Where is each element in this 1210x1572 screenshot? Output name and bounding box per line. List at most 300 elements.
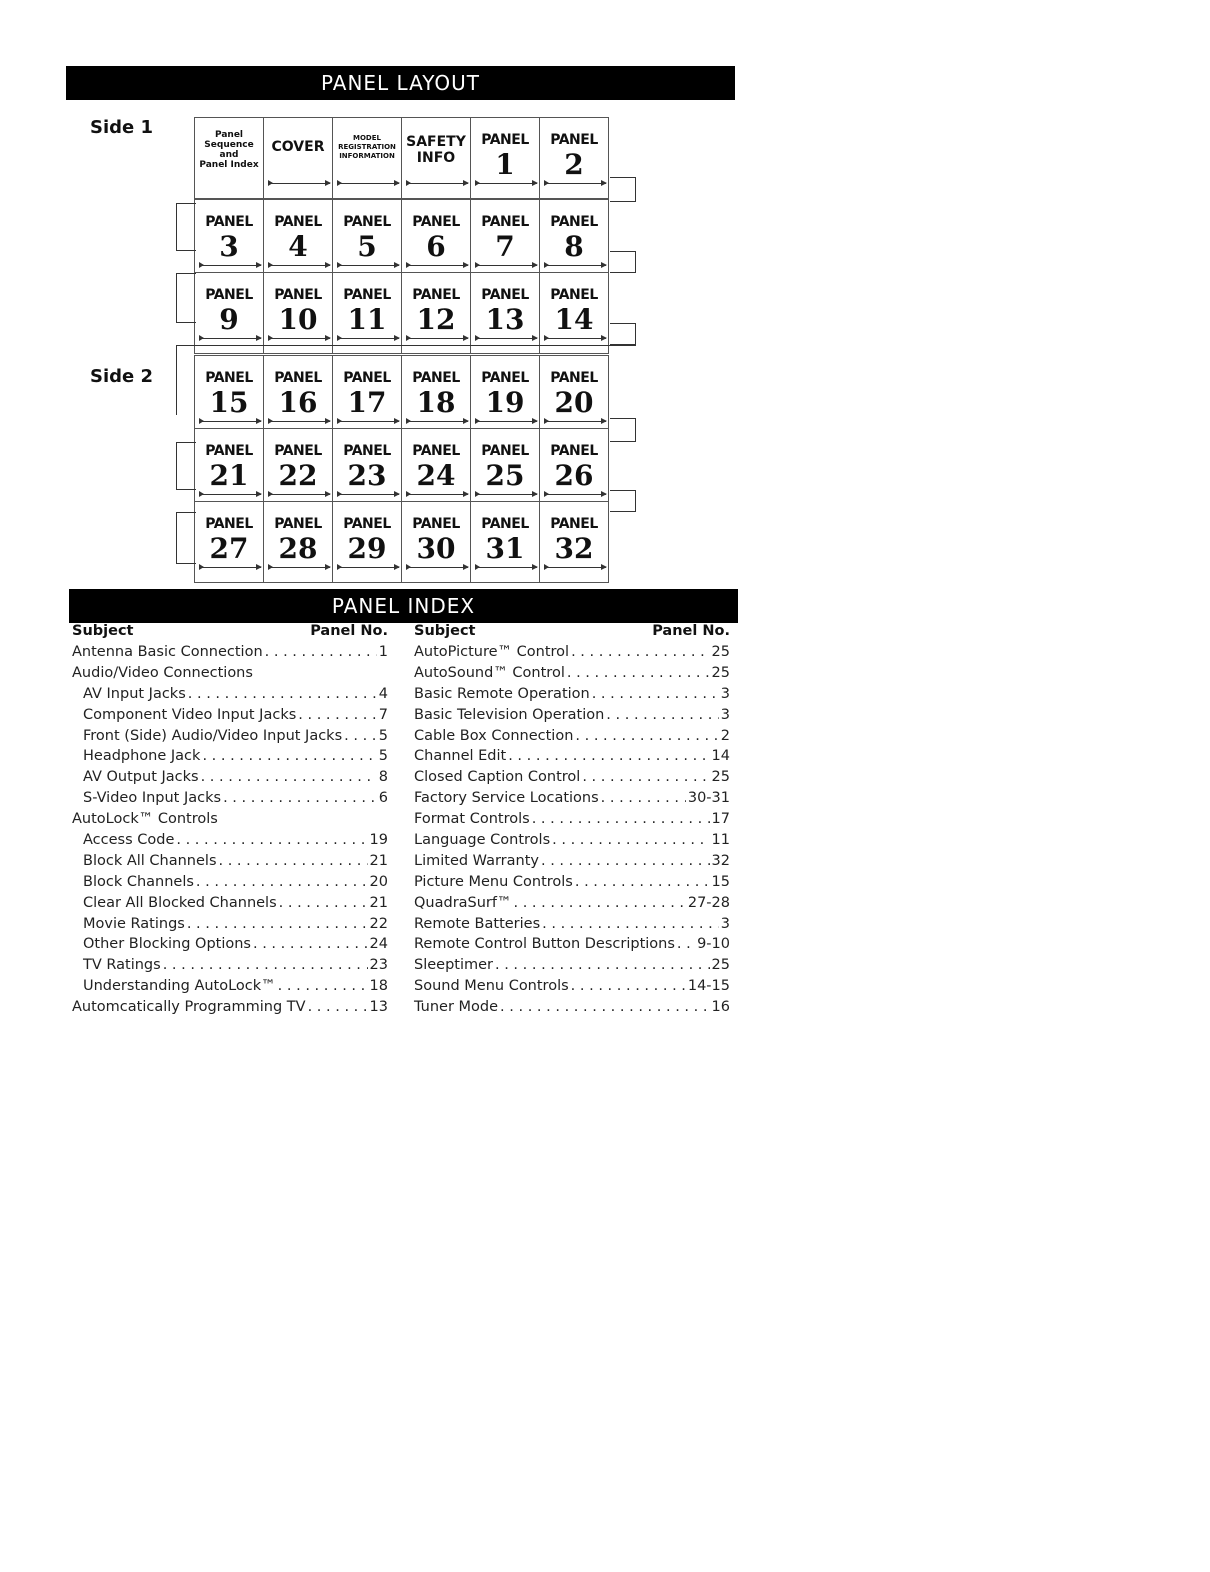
index-subject: AutoPicture™ Control (414, 644, 570, 660)
index-subject: Access Code (83, 832, 175, 849)
index-panel-number: 11 (711, 832, 730, 849)
panel-word: PANEL (205, 443, 253, 459)
dot-leader (278, 976, 368, 997)
dot-leader (298, 705, 376, 726)
flow-arrow-icon (201, 567, 261, 568)
index-panel-number: 25 (711, 644, 730, 660)
panel-cell (332, 501, 402, 583)
panel-cell (539, 501, 609, 583)
index-panel-number: 13 (369, 999, 388, 1016)
panel-cell (470, 428, 540, 510)
flow-arrow-icon (546, 265, 606, 266)
index-column-right (414, 621, 730, 1018)
index-subject: Understanding AutoLock™ (83, 978, 276, 995)
panel-number: 19 (485, 386, 525, 419)
flow-arrow-icon (339, 338, 399, 339)
dot-leader (567, 663, 710, 684)
index-panel-number: 3 (720, 685, 730, 702)
index-panel-number: 8 (378, 769, 388, 786)
index-subject: Basic Remote Operation (414, 685, 590, 702)
sequence-line: Panel Index (199, 160, 259, 170)
panel-number: 18 (416, 386, 456, 419)
flow-arrow-icon (546, 338, 606, 339)
grid-row-front (194, 117, 616, 199)
panel-cell (539, 199, 609, 281)
index-subject: Factory Service Locations (414, 790, 599, 807)
safety-info-cell (401, 117, 471, 199)
connector-line (176, 512, 196, 564)
panel-word: PANEL (550, 287, 598, 303)
index-entry (72, 955, 388, 976)
panel-cell (401, 272, 471, 354)
panel-word: PANEL (412, 443, 460, 459)
panel-number: 29 (347, 532, 387, 565)
index-panel-number: 19 (369, 832, 388, 849)
dot-leader (571, 642, 709, 663)
dot-leader (187, 914, 368, 935)
panel-cell (332, 272, 402, 354)
panel-cell (470, 501, 540, 583)
dot-leader (344, 726, 377, 747)
panel-word: PANEL (550, 132, 598, 148)
index-entry (414, 746, 730, 767)
panel-cell (332, 428, 402, 510)
dot-leader (163, 955, 368, 976)
index-entry (414, 705, 730, 726)
flow-arrow-icon (339, 183, 399, 184)
panel-number: 6 (426, 230, 446, 263)
connector-line (176, 273, 196, 323)
flow-arrow-icon (408, 421, 468, 422)
safety-line: INFO (416, 150, 456, 166)
index-panel-number: 25 (711, 664, 730, 681)
flow-arrow-icon (270, 183, 330, 184)
dot-leader (552, 830, 709, 851)
panel-word: PANEL (481, 132, 529, 148)
flow-arrow-icon (201, 494, 261, 495)
index-header (414, 621, 730, 642)
index-panel-number: 25 (711, 957, 730, 974)
grid-row (194, 199, 616, 281)
panel-number: 8 (564, 230, 584, 263)
index-subject: Language Controls (414, 832, 551, 849)
flow-arrow-icon (339, 421, 399, 422)
panel-word: PANEL (274, 443, 322, 459)
flow-arrow-icon (201, 421, 261, 422)
panel-number: 12 (416, 303, 456, 336)
index-entry (414, 788, 730, 809)
panel-cell (194, 501, 264, 583)
panel-word: PANEL (205, 214, 253, 230)
index-entry (72, 997, 388, 1018)
index-entry (72, 893, 388, 914)
index-panel-number: 30-31 (687, 790, 730, 807)
index-entry (414, 914, 730, 935)
index-entry (72, 726, 388, 747)
index-subject: Block Channels (83, 873, 194, 890)
side-2-label: Side 2 (90, 366, 154, 387)
dot-leader (202, 746, 376, 767)
panel-word: PANEL (412, 287, 460, 303)
flow-arrow-icon (408, 183, 468, 184)
panel-word: PANEL (550, 443, 598, 459)
panel-number: 3 (219, 230, 239, 263)
panel-number: 14 (554, 303, 594, 336)
index-subject: Headphone Jack (83, 748, 201, 765)
sequence-line: Sequence (204, 140, 254, 150)
index-entry (72, 788, 388, 809)
dot-leader (582, 767, 709, 788)
header-panel-no: Panel No. (652, 623, 730, 639)
index-entry (72, 663, 388, 684)
panel-cell (401, 501, 471, 583)
index-subject: Sleeptimer (414, 957, 493, 974)
index-subject: AutoLock™ Controls (72, 811, 218, 828)
panel-number: 24 (416, 459, 456, 492)
flow-arrow-icon (339, 567, 399, 568)
header-panel-no: Panel No. (310, 623, 388, 639)
model-line: MODEL (353, 134, 381, 142)
flow-arrow-icon (339, 265, 399, 266)
index-subject: Antenna Basic Connection (72, 644, 263, 660)
panel-number: 17 (347, 386, 387, 419)
index-subject: AutoSound™ Control (414, 664, 565, 681)
index-entry (414, 934, 730, 955)
index-subject: TV Ratings (83, 957, 161, 974)
dot-leader (508, 746, 709, 767)
index-subject: Channel Edit (414, 748, 507, 765)
dot-leader (265, 642, 377, 663)
panel-cell (263, 199, 333, 281)
panel-number: 4 (288, 230, 308, 263)
panel-word: PANEL (343, 214, 391, 230)
dot-leader (575, 726, 718, 747)
panel-number: 26 (554, 459, 594, 492)
panel-word: PANEL (412, 516, 460, 532)
side-1-label: Side 1 (90, 117, 154, 138)
flow-arrow-icon (546, 183, 606, 184)
panel-number: 10 (278, 303, 318, 336)
flow-arrow-icon (270, 494, 330, 495)
connector-line (176, 442, 196, 490)
index-subject: Remote Control Button Descriptions (414, 936, 675, 953)
dot-leader (575, 872, 710, 893)
flow-arrow-icon (408, 494, 468, 495)
panel-number: 9 (219, 303, 239, 336)
dot-leader (542, 914, 719, 935)
index-panel-number: 3 (720, 706, 730, 723)
index-panel-number: 27-28 (687, 894, 730, 911)
dot-leader (223, 788, 377, 809)
index-subject: Block All Channels (83, 852, 217, 869)
panel-cell (401, 428, 471, 510)
flow-arrow-icon (477, 567, 537, 568)
dot-leader (201, 767, 377, 788)
panel-word: PANEL (481, 370, 529, 386)
panel-number: 13 (485, 303, 525, 336)
index-panel-number: 5 (378, 727, 388, 744)
panel-cell (194, 272, 264, 354)
flow-arrow-icon (546, 494, 606, 495)
grid-row (194, 428, 616, 510)
panel-word: PANEL (343, 516, 391, 532)
index-subject: Cable Box Connection (414, 727, 574, 744)
panel-word: PANEL (481, 516, 529, 532)
panel-cell (470, 199, 540, 281)
sequence-line: and (219, 150, 239, 160)
index-panel-number: 21 (369, 852, 388, 869)
dot-leader (606, 705, 718, 726)
panel-sequence-cell (194, 117, 264, 199)
flow-arrow-icon (477, 183, 537, 184)
dot-leader (592, 684, 719, 705)
index-entry (414, 893, 730, 914)
panel-word: PANEL (343, 370, 391, 386)
index-panel-number: 1 (378, 644, 388, 660)
panel-cell (263, 272, 333, 354)
index-subject: Component Video Input Jacks (83, 706, 297, 723)
panel-number: 7 (495, 230, 515, 263)
panel-word: PANEL (205, 287, 253, 303)
panel-index-banner: PANEL INDEX (69, 589, 738, 623)
index-column-left (72, 621, 388, 1018)
flow-arrow-icon (477, 338, 537, 339)
flow-arrow-icon (270, 567, 330, 568)
flow-arrow-icon (270, 421, 330, 422)
panel-word: PANEL (481, 214, 529, 230)
flow-arrow-icon (546, 421, 606, 422)
flow-arrow-icon (477, 265, 537, 266)
panel-cell (539, 117, 609, 199)
panel-cell (470, 272, 540, 354)
index-panel-number: 15 (711, 873, 730, 890)
index-panel-number: 21 (369, 894, 388, 911)
index-subject: Picture Menu Controls (414, 873, 573, 890)
panel-number: 1 (495, 148, 515, 181)
panel-word: PANEL (550, 214, 598, 230)
flow-arrow-icon (477, 494, 537, 495)
panel-cell (194, 428, 264, 510)
index-panel-number: 7 (378, 706, 388, 723)
panel-word: PANEL (550, 370, 598, 386)
panel-word: PANEL (550, 516, 598, 532)
index-subject: Tuner Mode (414, 999, 499, 1016)
panel-word: PANEL (481, 443, 529, 459)
dot-leader (514, 893, 686, 914)
panel-word: PANEL (481, 287, 529, 303)
panel-word: PANEL (412, 214, 460, 230)
flow-arrow-icon (201, 338, 261, 339)
index-entry (72, 642, 388, 663)
dot-leader (219, 851, 368, 872)
index-subject: Basic Television Operation (414, 706, 605, 723)
dot-leader (253, 934, 368, 955)
panel-number: 28 (278, 532, 318, 565)
index-entry (72, 705, 388, 726)
cover-label: COVER (271, 139, 325, 155)
index-panel-number: 5 (378, 748, 388, 765)
index-entry (72, 976, 388, 997)
index-entry (414, 684, 730, 705)
model-line: REGISTRATION (338, 143, 396, 151)
panel-word: PANEL (205, 370, 253, 386)
panel-number: 31 (485, 532, 525, 565)
panel-number: 11 (347, 303, 387, 336)
panel-word: PANEL (205, 516, 253, 532)
panel-cell (263, 501, 333, 583)
header-subject: Subject (414, 623, 476, 639)
index-entry (72, 767, 388, 788)
index-subject: Audio/Video Connections (72, 664, 253, 681)
flow-arrow-icon (339, 494, 399, 495)
panel-number: 27 (209, 532, 249, 565)
connector-line (176, 203, 196, 251)
index-entry (414, 955, 730, 976)
index-panel-number: 4 (378, 685, 388, 702)
grid-row (194, 501, 616, 583)
panel-number: 16 (278, 386, 318, 419)
panel-cell (263, 428, 333, 510)
index-subject: Format Controls (414, 811, 530, 828)
index-entry (72, 809, 388, 830)
dot-leader (532, 809, 710, 830)
connector-line (610, 418, 636, 442)
index-entry (414, 851, 730, 872)
flow-arrow-icon (201, 265, 261, 266)
dot-leader (571, 976, 686, 997)
index-panel-number: 9-10 (697, 936, 730, 953)
dot-leader (541, 851, 710, 872)
panel-word: PANEL (274, 214, 322, 230)
index-panel-number: 2 (720, 727, 730, 744)
index-entry (72, 684, 388, 705)
panel-cell (539, 272, 609, 354)
index-entry (414, 726, 730, 747)
panel-cell (539, 428, 609, 510)
panel-word: PANEL (412, 370, 460, 386)
panel-cell (194, 199, 264, 281)
panel-number: 20 (554, 386, 594, 419)
connector-line (610, 490, 636, 512)
panel-number: 5 (357, 230, 377, 263)
index-panel-number: 14 (711, 748, 730, 765)
connector-line (610, 323, 636, 345)
index-subject: Clear All Blocked Channels (83, 894, 277, 911)
dot-leader (308, 997, 368, 1018)
dot-leader (500, 997, 710, 1018)
flow-arrow-icon (408, 265, 468, 266)
index-panel-number: 24 (369, 936, 388, 953)
dot-leader (196, 872, 368, 893)
panel-word: PANEL (343, 287, 391, 303)
index-entry (72, 830, 388, 851)
panel-word: PANEL (343, 443, 391, 459)
panel-number: 25 (485, 459, 525, 492)
panel-number: 22 (278, 459, 318, 492)
flow-arrow-icon (270, 265, 330, 266)
panel-layout-banner: PANEL LAYOUT (66, 66, 735, 100)
dot-leader (188, 684, 377, 705)
index-entry (414, 663, 730, 684)
index-entry (414, 767, 730, 788)
index-subject: Sound Menu Controls (414, 978, 569, 995)
index-header (72, 621, 388, 642)
flow-arrow-icon (270, 338, 330, 339)
model-registration-cell (332, 117, 402, 199)
panel-word: PANEL (274, 370, 322, 386)
index-panel-number: 25 (711, 769, 730, 786)
dot-leader (495, 955, 710, 976)
panel-number: 21 (209, 459, 249, 492)
index-entry (414, 809, 730, 830)
flow-arrow-icon (408, 338, 468, 339)
panel-word: PANEL (274, 287, 322, 303)
index-subject: Other Blocking Options (83, 936, 251, 953)
panel-word: PANEL (274, 516, 322, 532)
index-subject: Automcatically Programming TV (72, 999, 306, 1016)
panel-number: 30 (416, 532, 456, 565)
index-entry (72, 851, 388, 872)
panel-cell (401, 199, 471, 281)
index-subject: S-Video Input Jacks (83, 790, 222, 807)
index-panel-number: 14-15 (687, 978, 730, 995)
panel-cell (470, 117, 540, 199)
sequence-line: Panel (214, 130, 244, 140)
index-panel-number: 20 (369, 873, 388, 890)
index-subject: AV Input Jacks (83, 685, 186, 702)
index-entry (72, 872, 388, 893)
index-panel-number: 23 (369, 957, 388, 974)
index-subject: Closed Caption Control (414, 769, 581, 786)
index-panel-number: 22 (369, 915, 388, 932)
index-panel-number: 32 (711, 852, 730, 869)
flow-arrow-icon (477, 421, 537, 422)
dot-leader (601, 788, 686, 809)
index-entry (414, 830, 730, 851)
index-panel-number: 17 (711, 811, 730, 828)
dot-leader (677, 934, 695, 955)
grid-row (194, 272, 616, 354)
index-entry (414, 976, 730, 997)
index-subject: Movie Ratings (83, 915, 185, 932)
index-entry (414, 997, 730, 1018)
index-subject: QuadraSurf™ (414, 894, 512, 911)
index-entry (72, 914, 388, 935)
flow-arrow-icon (546, 567, 606, 568)
panel-cell (332, 199, 402, 281)
index-subject: AV Output Jacks (83, 769, 199, 786)
panel-number: 2 (564, 148, 584, 181)
connector-line (176, 345, 636, 415)
index-panel-number: 3 (720, 915, 730, 932)
index-panel-number: 18 (369, 978, 388, 995)
panel-number: 32 (554, 532, 594, 565)
safety-line: SAFETY (406, 134, 466, 150)
model-line: INFORMATION (339, 152, 395, 160)
index-entry (414, 642, 730, 663)
flow-arrow-icon (408, 567, 468, 568)
index-panel-number: 6 (378, 790, 388, 807)
connector-line (610, 177, 636, 202)
dot-leader (176, 830, 367, 851)
panel-number: 15 (209, 386, 249, 419)
index-entry (72, 746, 388, 767)
panel-number: 23 (347, 459, 387, 492)
index-subject: Limited Warranty (414, 852, 539, 869)
dot-leader (279, 893, 368, 914)
index-subject: Front (Side) Audio/Video Input Jacks (83, 727, 343, 744)
index-subject: Remote Batteries (414, 915, 541, 932)
